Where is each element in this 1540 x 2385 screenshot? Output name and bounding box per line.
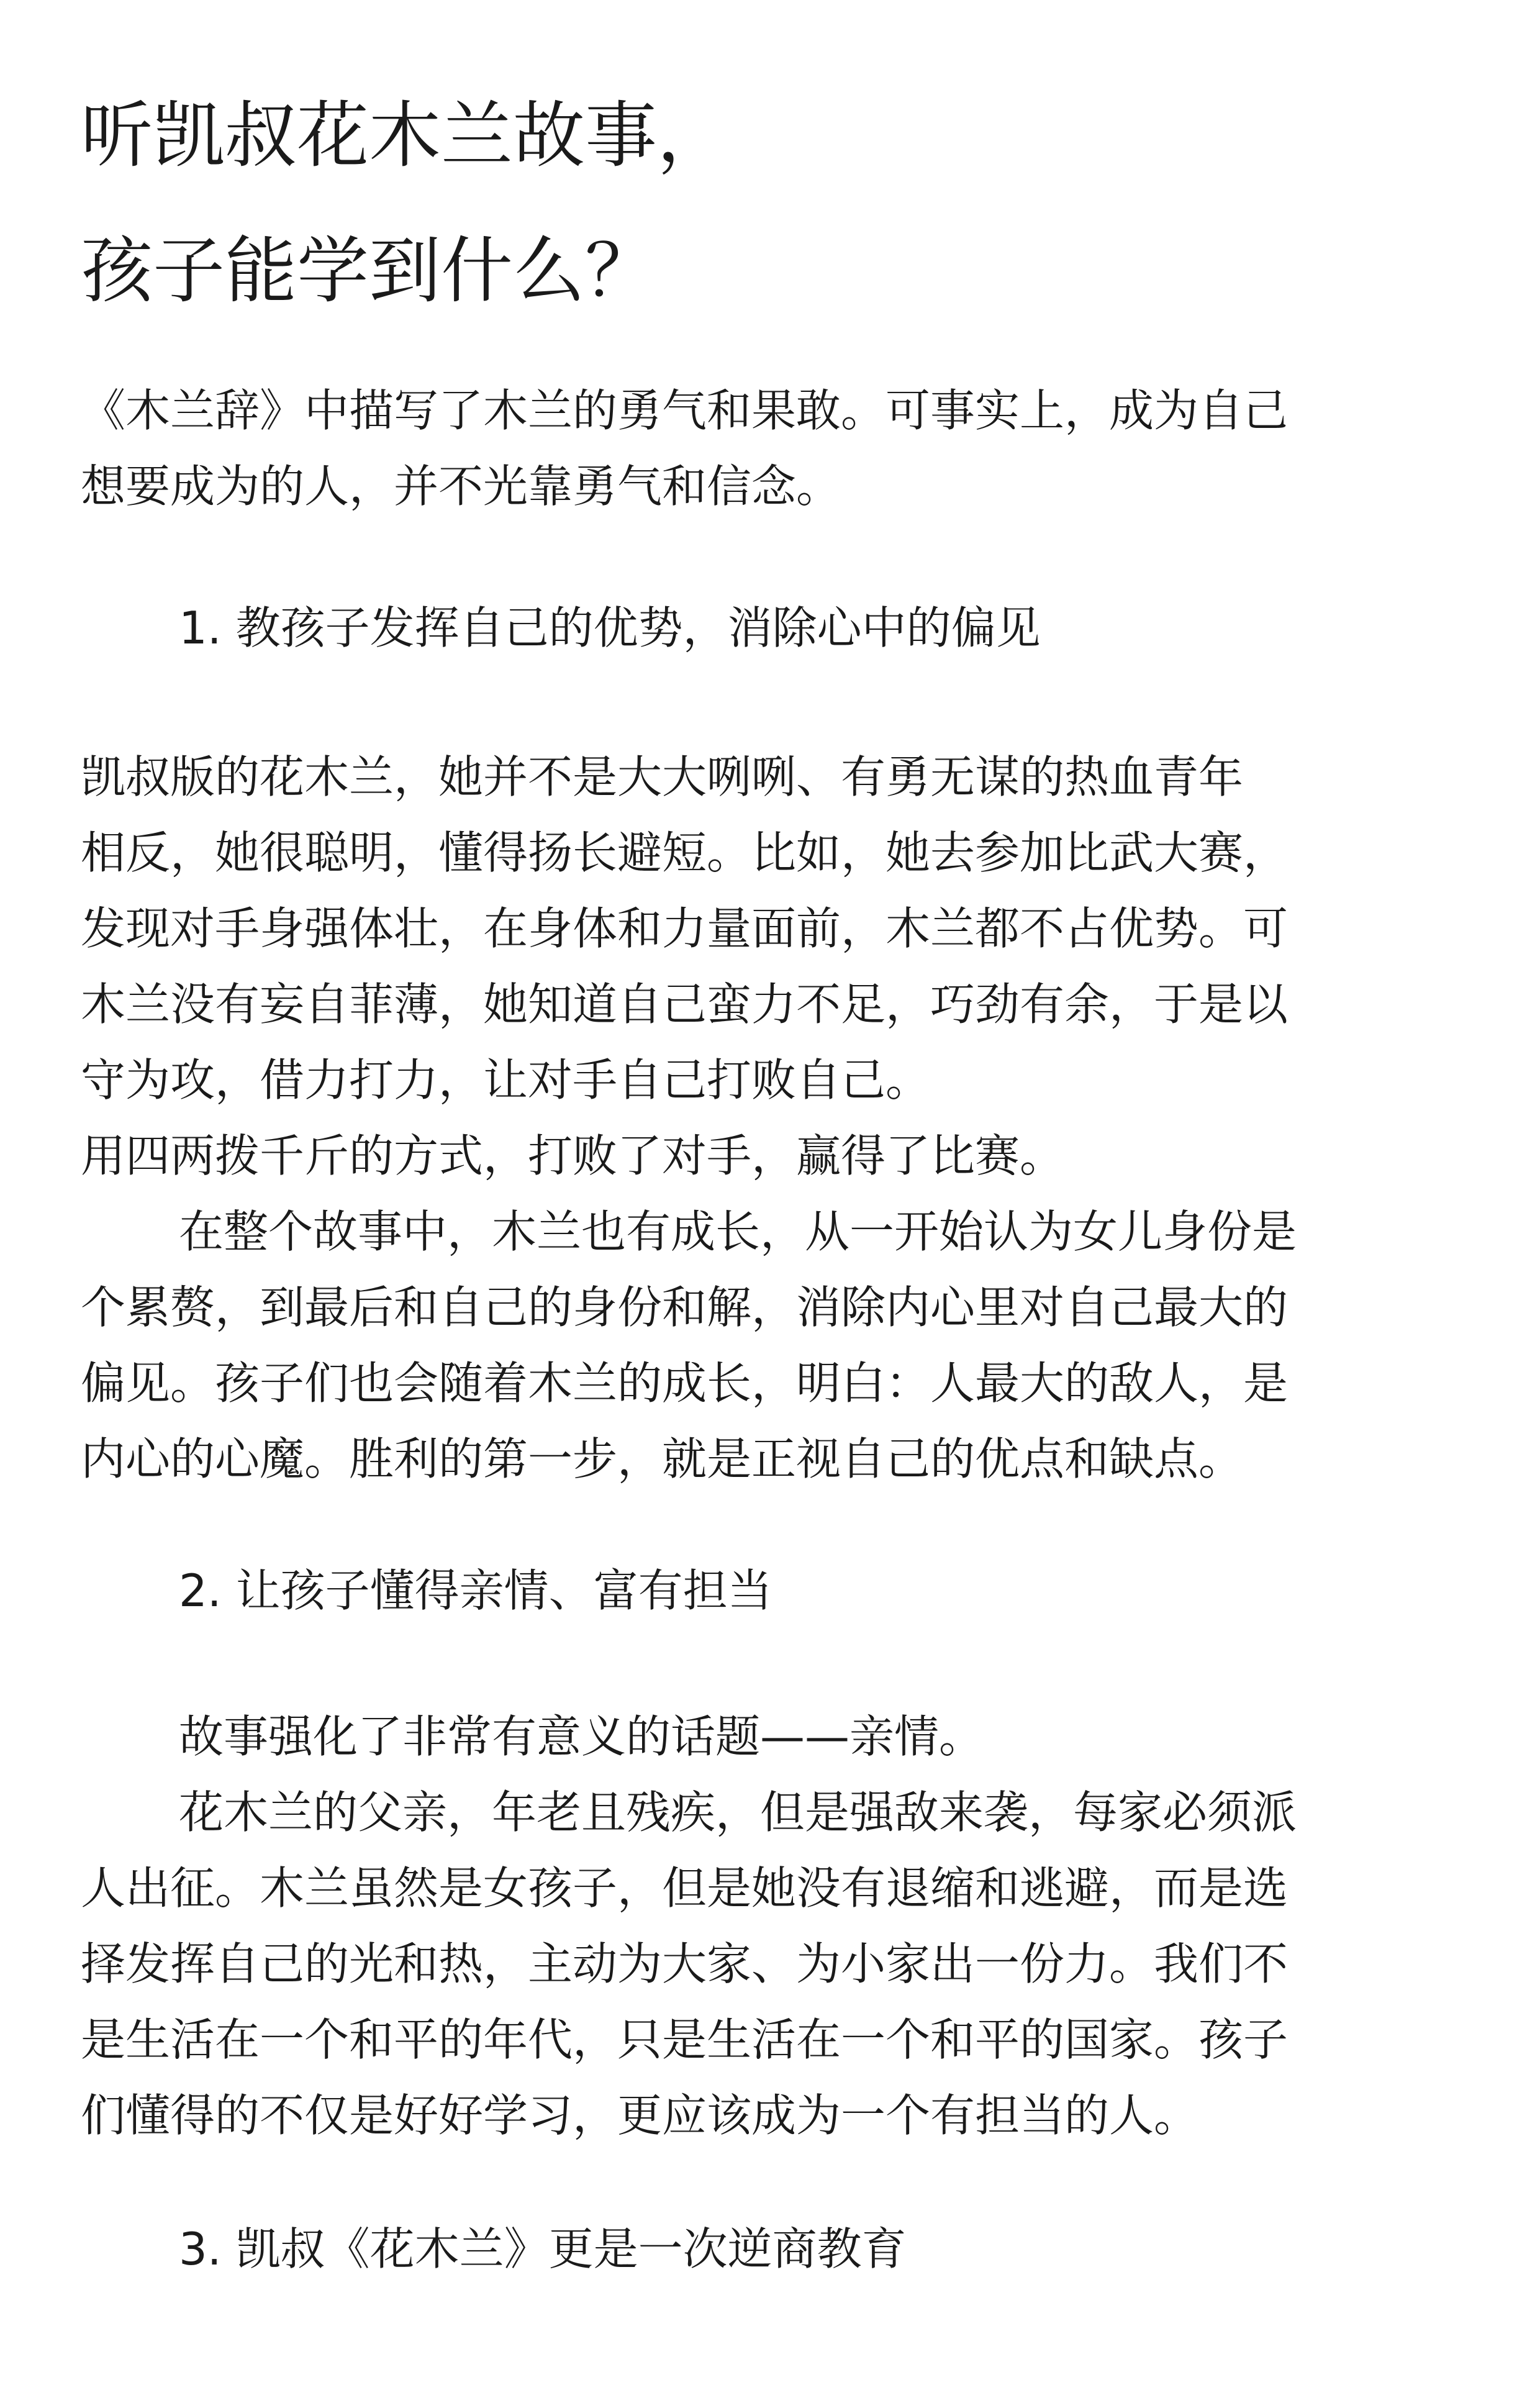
section-1-heading: 1. 教孩子发挥自己的优势，消除心中的偏见 [179, 602, 1041, 654]
section-1-paragraph-1 [81, 739, 1465, 1194]
text-line: 们懂得的不仅是好好学习，更应该成为一个有担当的人。 [81, 2089, 1199, 2142]
title-line: 孩子能学到什么？ [81, 229, 657, 313]
text-line: 在整个故事中，木兰也有成长，从一开始认为女儿身份是 [179, 1206, 1297, 1258]
text-line: 《木兰辞》中描写了木兰的勇气和果敢。可事实上，成为自己 [81, 384, 1289, 437]
text-line: 木兰没有妄自菲薄，她知道自己蛮力不足，巧劲有余，于是以 [81, 978, 1289, 1030]
text-line: 用四两拨千斤的方式，打败了对手，赢得了比赛。 [81, 1130, 1065, 1182]
text-line: 花木兰的父亲，年老且残疾，但是强敌来袭，每家必须派 [179, 1786, 1297, 1838]
section-3-heading: 3. 凯叔《花木兰》更是一次逆商教育 [179, 2223, 907, 2275]
text-line: 偏见。孩子们也会随着木兰的成长，明白：人最大的敌人，是 [81, 1357, 1289, 1409]
intro-paragraph [81, 373, 1465, 524]
text-line: 择发挥自己的光和热，主动为大家、为小家出一份力。我们不 [81, 1938, 1289, 1990]
section-2-paragraph-2 [81, 1774, 1465, 2153]
text-line: 个累赘，到最后和自己的身份和解，消除内心里对自己最大的 [81, 1281, 1289, 1333]
text-line: 守为攻，借力打力，让对手自己打败自己。 [81, 1054, 931, 1106]
section-2-paragraph-1 [81, 1699, 1465, 1774]
text-line: 内心的心魔。胜利的第一步，就是正视自己的优点和缺点。 [81, 1433, 1244, 1485]
section-2-heading: 2. 让孩子懂得亲情、富有担当 [179, 1565, 772, 1617]
article-title [81, 68, 729, 339]
section-1-paragraph-2 [81, 1194, 1465, 1497]
text-line: 发现对手身强体壮，在身体和力量面前，木兰都不占优势。可 [81, 902, 1289, 955]
text-line: 凯叔版的花木兰，她并不是大大咧咧、有勇无谋的热血青年 [81, 751, 1244, 803]
text-line: 人出征。木兰虽然是女孩子，但是她没有退缩和逃避，而是选 [81, 1862, 1289, 1914]
text-line: 故事强化了非常有意义的话题——亲情。 [179, 1710, 984, 1763]
text-line: 相反，她很聪明，懂得扬长避短。比如，她去参加比武大赛， [81, 827, 1289, 879]
text-line: 是生活在一个和平的年代，只是生活在一个和平的国家。孩子 [81, 2014, 1289, 2066]
title-line: 听凯叔花木兰故事， [81, 94, 729, 178]
text-line: 想要成为的人，并不光靠勇气和信念。 [81, 460, 841, 512]
